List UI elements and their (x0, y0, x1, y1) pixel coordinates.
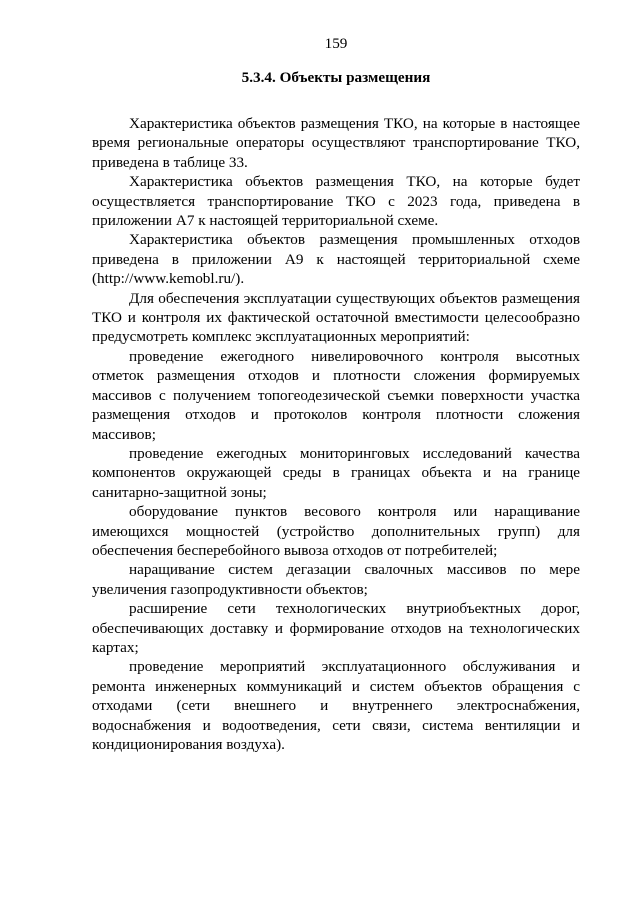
paragraph-measure-degassing: наращивание систем дегазации свалочных массивов по мере увеличения газопродуктивности объектов; (92, 561, 580, 598)
paragraph-measure-roads: расширение сети технологических внутриобъектных дорог, обеспечивающих доставку и формирование отходов на технологических картах; (92, 600, 580, 656)
page-number: 159 (324, 35, 348, 52)
paragraph-measure-maintenance: проведение мероприятий эксплуатационного обслуживания и ремонта инженерных коммуникаций и систем объектов обращения с отходами (сети внешнего и внутреннего электроснабжения, водоснабжения и водоотведения, сети связи, система вентиляции и кондиционирования воздуха). (92, 658, 580, 753)
paragraph-measure-weighing: оборудование пунктов весового контроля или наращивание имеющихся мощностей (устройство дополнительных групп) для обеспечения бесперебойного вывоза отходов от потребителей; (92, 503, 580, 559)
paragraph-measures-intro: Для обеспечения эксплуатации существующих объектов размещения ТКО и контроля их фактической остаточной вместимости целесообразно предусмотреть комплекс эксплуатационных мероприятий: (92, 289, 580, 346)
section-heading: 5.3.4. Объекты размещения (241, 69, 431, 86)
paragraph-appendix-a7: Характеристика объектов размещения ТКО, на которые будет осуществляется транспортирование ТКО с 2023 года, приведена в приложении А7 к настоящей территориальной схеме. (92, 173, 580, 230)
paragraph-table-reference: Характеристика объектов размещения ТКО, на которые в настоящее время региональные операторы осуществляют транспортирование ТКО, приведена в таблице 33. (92, 115, 580, 171)
paragraph-measure-monitoring: проведение ежегодных мониторинговых исследований качества компонентов окружающей среды в границах объекта и на границе санитарно-защитной зоны; (92, 444, 580, 501)
paragraph-measure-leveling: проведение ежегодного нивелировочного контроля высотных отметок размещения отходов и плотности сложения формируемых массивов с получением топогеодезической съемки поверхности участка размещения отходов и протоколов контроля плотности сложения массивов; (92, 347, 580, 443)
paragraph-appendix-a9: Характеристика объектов размещения промышленных отходов приведена в приложении А9 к настоящей территориальной схеме (http://www.kemobl.ru/). (92, 231, 580, 288)
document-page (92, 34, 580, 754)
